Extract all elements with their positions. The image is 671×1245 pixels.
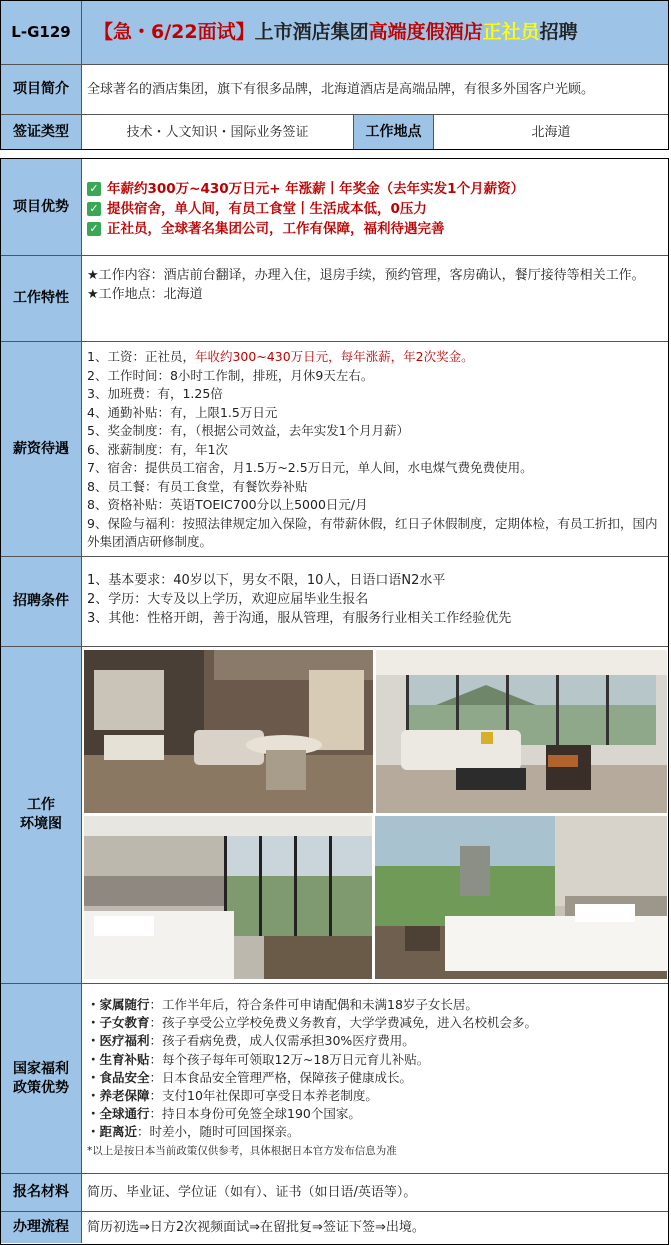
materials-text: 简历、毕业证、学位证（如有）、证书（如日语/英语等）。 bbox=[87, 1185, 417, 1200]
salary-label: 薪资待遇 bbox=[1, 342, 82, 556]
salary-list bbox=[82, 342, 668, 556]
title-recruit: 招聘 bbox=[539, 21, 578, 43]
intro-row bbox=[1, 65, 668, 115]
environment-row bbox=[1, 647, 668, 984]
requirement-line: 2、学历：大专及以上学历，欢迎应届毕业生报名 bbox=[87, 592, 369, 607]
title-company: 上市酒店集团 bbox=[254, 21, 369, 43]
salary-line: 6、涨薪制度：有，年1次 bbox=[87, 441, 228, 457]
check-icon: ✓ bbox=[87, 202, 101, 216]
welfare-item: ・距离近：时差小，随时可回国探亲。 bbox=[87, 1124, 300, 1140]
advantages-row bbox=[1, 159, 668, 256]
features-row bbox=[1, 256, 668, 342]
header-table bbox=[0, 0, 669, 150]
welfare-note: *以上是按日本当前政策仅供参考，具体根据日本官方发布信息为准 bbox=[87, 1144, 397, 1157]
advantages-list bbox=[82, 159, 668, 255]
materials-row bbox=[1, 1174, 668, 1212]
visa-value: 技术・人文知识・国际业务签证 bbox=[82, 115, 354, 149]
location-value: 北海道 bbox=[531, 124, 571, 140]
advantage-item: ✓ 正社员，全球著名集团公司，工作有保障，福利待遇完善 bbox=[87, 219, 663, 239]
features-location: ★工作地点：北海道 bbox=[87, 287, 203, 302]
salary-line: 4、通勤补贴：有，上限1.5万日元 bbox=[87, 404, 278, 420]
visa-label: 签证类型 bbox=[1, 115, 82, 149]
main-table bbox=[0, 158, 669, 1245]
features-content: ★工作内容：酒店前台翻译，办理入住，退房手续，预约管理，客房确认，餐厅接待等相关工作。 bbox=[87, 268, 645, 283]
salary-row bbox=[1, 342, 668, 557]
features-label: 工作特性 bbox=[1, 256, 82, 341]
salary-line: 8、员工餐：有员工食堂，有餐饮券补贴 bbox=[87, 478, 308, 494]
salary-line: 9、保险与福利：按照法律规定加入保险，有带薪休假，红日子休假制度，定期体检，有员工折扣，国内外集团酒店研修制度。 bbox=[87, 515, 658, 549]
title-row bbox=[1, 1, 668, 65]
salary-line: 2、工作时间：8小时工作制，排班，月休9天左右。 bbox=[87, 367, 374, 383]
features-text bbox=[82, 256, 668, 341]
welfare-list bbox=[82, 984, 668, 1173]
check-icon: ✓ bbox=[87, 222, 101, 236]
welfare-item: ・养老保障：支付10年社保即可享受日本养老制度。 bbox=[87, 1088, 378, 1104]
process-row bbox=[1, 1212, 668, 1243]
title-employee: 正社员 bbox=[482, 21, 540, 43]
environment-photos bbox=[82, 647, 668, 983]
title-hotel: 高端度假酒店 bbox=[368, 21, 483, 43]
salary-line: 1、工资：正社员，年收约300~430万日元，每年涨薪，年2次奖金。 bbox=[87, 349, 474, 364]
check-icon: ✓ bbox=[87, 182, 101, 196]
photo-living-room bbox=[84, 650, 373, 813]
process-text: 简历初选⇒日方2次视频面试⇒在留批复⇒签证下签⇒出境。 bbox=[87, 1220, 425, 1235]
advantages-label: 项目优势 bbox=[1, 159, 82, 255]
materials-label: 报名材料 bbox=[1, 1174, 82, 1211]
requirement-line: 3、其他：性格开朗，善于沟通，服从管理，有服务行业相关工作经验优先 bbox=[87, 611, 512, 626]
intro-label: 项目简介 bbox=[1, 65, 82, 114]
salary-line: 3、加班费：有，1.25倍 bbox=[87, 386, 223, 401]
advantage-item: ✓ 年薪约300万~430万日元+ 年涨薪丨年奖金（去年实发1个月薪资） bbox=[87, 179, 663, 199]
photo-twin-room bbox=[84, 816, 372, 979]
salary-line: 5、奖金制度：有，（根据公司效益，去年实发1个月月薪） bbox=[87, 423, 410, 438]
requirements-label: 招聘条件 bbox=[1, 557, 82, 646]
photo-bedroom-view bbox=[375, 816, 667, 979]
visa-row bbox=[1, 115, 668, 149]
welfare-item: ・家属随行：工作半年后，符合条件可申请配偶和未满18岁子女长居。 bbox=[87, 997, 478, 1012]
welfare-item: ・生育补贴：每个孩子每年可领取12万~18万日元育儿补贴。 bbox=[87, 1051, 430, 1067]
job-code: L-G129 bbox=[1, 1, 82, 64]
welfare-item: ・食品安全：日本食品安全管理严格，保障孩子健康成长。 bbox=[87, 1069, 413, 1085]
location-label: 工作地点 bbox=[354, 115, 434, 149]
requirements-row bbox=[1, 557, 668, 647]
page-title bbox=[82, 1, 668, 64]
advantage-item: ✓ 提供宿舍，单人间，有员工食堂丨生活成本低，0压力 bbox=[87, 199, 663, 219]
intro-text: 全球著名的酒店集团，旗下有很多品牌，北海道酒店是高端品牌，有很多外国客户光顾。 bbox=[87, 82, 595, 97]
welfare-label: 国家福利 政策优势 bbox=[1, 984, 82, 1173]
requirements-list bbox=[82, 557, 668, 646]
process-label: 办理流程 bbox=[1, 1212, 82, 1243]
welfare-item: ・全球通行：持日本身份可免签全球190个国家。 bbox=[87, 1106, 361, 1122]
requirement-line: 1、基本要求：40岁以下，男女不限，10人，日语口语N2水平 bbox=[87, 573, 446, 588]
environment-label: 工作 环境图 bbox=[1, 647, 82, 983]
welfare-row bbox=[1, 984, 668, 1174]
salary-line: 8、资格补贴：英语TOEIC700分以上5000日元/月 bbox=[87, 497, 368, 512]
salary-line: 7、宿舍：提供员工宿舍，月1.5万~2.5万日元，单人间，水电煤气费免费使用。 bbox=[87, 460, 533, 475]
welfare-item: ・子女教育：孩子享受公立学校免费义务教育，大学学费减免，进入名校机会多。 bbox=[87, 1015, 538, 1031]
welfare-item: ・医疗福利：孩子看病免费，成人仅需承担30%医疗费用。 bbox=[87, 1033, 415, 1049]
photo-lounge bbox=[376, 650, 667, 813]
title-urgent: 【急・6/22面试】 bbox=[94, 21, 255, 43]
